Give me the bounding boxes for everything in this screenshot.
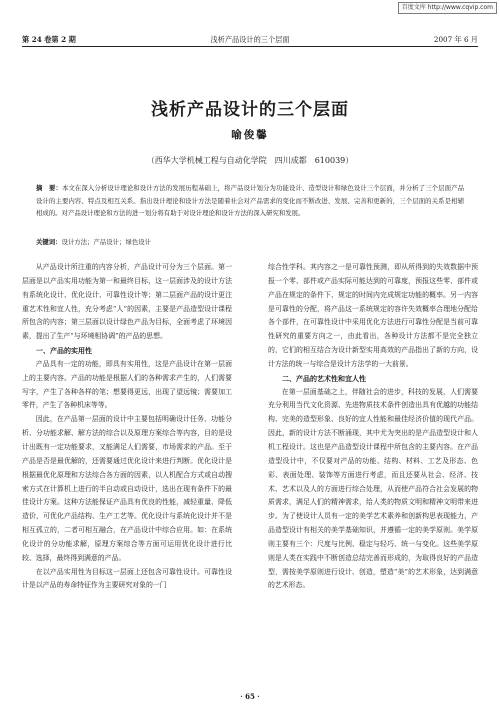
- right-column: [268, 261, 478, 593]
- page-number: · 65 ·: [240, 692, 260, 701]
- body-paragraph: 在以产品实用性为目标这一层面上还包含可靠性设计。可靠性设计是以产品的寿命特征作为主要研究对象的一门: [22, 567, 232, 590]
- intro-paragraph: 从产品设计所注重的内容分析，产品设计可分为三个层面。第一层面是以产品实用功能为第一和最终目标，这一层面涉及的设计方法有系统化设计、优化设计、可靠性设计等；第二层面产品的设计更注重艺术性和宜人性，充分考虑“人”的因素，主要是产品造型设计课程所包含的内容；第三层面以设计绿色产品为目标，全面考虑了环境因素，提出了生产“与环境相协调”的产品的思想。: [22, 263, 232, 341]
- section-heading-artistry: 二、产品的艺术性和宜人性: [282, 373, 366, 383]
- body-paragraph: 产品具有一定的功能，即具有实用性，这是产品设计在第一层面上的主要内容。产品的功能是根据人们的各种需求产生的，人们需要写字，产生了各种各样的笔；想要得更远，出现了望远镜；需要加工零件，产生了各种机床等等。: [22, 359, 232, 410]
- publication-date: 2007 年 6 月: [433, 35, 478, 44]
- source-watermark: 百度文库 http://www.cqvip.com: [398, 2, 497, 14]
- body-paragraph: 在第一层面基础之上，伴随社会的进步，科技的发展，人们需要充分利用当代文化资源、先进物质技术条件创造出具有优越的功能结构、完美的造型形象、良好的宜人性能和最佳经济价值的现代产品。因此，新的设计方法不断涌现，其中尤为突出的是产品造型设计和人机工程设计。这也是产品造型设计课程中所包含的主要内容。在产品造型设计中，不仅要对产品的功能、结构、材料、工艺及形态、色彩、表面处理、装饰等方面进行考虑，而且还要从社会、经济、技术、艺术以及人的方面进行综合处理，从而使产品符合社会发展的物质需求，满足人们的精神需求，给人类的物质文明和精神文明带来进步。为了使设计人员有一定的美学艺术素养和创新构思表现能力，产品造型设计有相关的美学基础知识，并遵循一定的美学原则。美学原则主要有三个：尺度与比例、稳定与轻巧、统一与变化。这些美学原则是人类在实践中不断创造总结完善而形成的，为取得良好的产品造型，需按美学原则进行设计、创造，塑造“美”的艺术形象，达到满意的艺术形态。: [268, 387, 478, 590]
- abstract-text: 本文在深入分析设计理论和设计方法的发展历程基础上，将产品设计划分为功能设计、造型设计和绿色设计三个层面，并分析了三个层面产品设计的主要内容、特点及相互关系。指出设计理论和设计方法是随着社会对产品需求的变化而不断改进、发展、完善和更新的，三个层面的关系是相辅相成的。对产品设计理论和方法的进一划分将有助于对设计理论和设计方法的深入研究和发展。: [36, 184, 465, 218]
- author-name: 喻俊馨: [231, 129, 269, 141]
- keywords-text: 设计方法；产品设计；绿色设计: [61, 238, 152, 246]
- body-paragraph: 因此，在产品第一层面的设计中主要包括明确设计任务、功能分析、分功能求解、解方法的综合以及原理方案综合等内容，目的是设计出既有一定功能要求，又能满足人们需要，市场需求的产品。至于产品是否是最优解的，还需要通过优化设计来进行判断。优化设计是根据最优化原理和方法综合各方面的因素，以人机配合方式或自动搜索方式在计算机上进行的半自动或自动设计，选出在现有条件下的最佳设计方案。这种方法能保证产品具有优良的性能，减轻重量、降低造价，可优化产品结构、生产工艺等。优化设计与系统化设计并不是相互孤立的，二者可相互融合，在产品设计中综合应用。如：在系统化设计的分功能求解，原理方案综合等方面可运用优化设计进行比较、选择，最终得到满意的产品。: [22, 415, 232, 562]
- running-head: [22, 34, 478, 47]
- abstract: [36, 182, 464, 220]
- left-column: [22, 261, 232, 593]
- section-heading-practicality: 一、产品的实用性: [36, 346, 92, 356]
- running-title: 浅析产品设计的三个层面: [210, 35, 290, 44]
- keywords: [36, 236, 464, 248]
- volume-issue: 第 24 卷第 2 期: [22, 35, 76, 44]
- keywords-label: 关键词：: [36, 238, 62, 246]
- abstract-label: 摘 要：: [36, 184, 62, 192]
- paper-title: 浅析产品设计的三个层面: [151, 100, 349, 120]
- author-affiliation: （西华大学机械工程与自动化学院 四川成都 610039）: [146, 156, 354, 165]
- body-paragraph-continued: 综合性学科。其内容之一是可靠性预测，即从所得到的失效数据中预报一个零、部件或产品实际可能达到的可靠度，预报这些零、部件或产品在规定的条件下、规定的时间内完成规定功能的概率。另一内容是可靠性的分配，将产品这一系统规定的容许失效概率合理地分配给各个部件，在可靠性设计中采用优化方法进行可靠性分配是当前可靠性研究的重要方向之一，由此看出，各种设计方法都不是完全独立的，它们的相互结合为设计新型实用高效的产品指出了新的方向，设计方法的统一与综合是设计方法学的一大前景。: [268, 263, 478, 368]
